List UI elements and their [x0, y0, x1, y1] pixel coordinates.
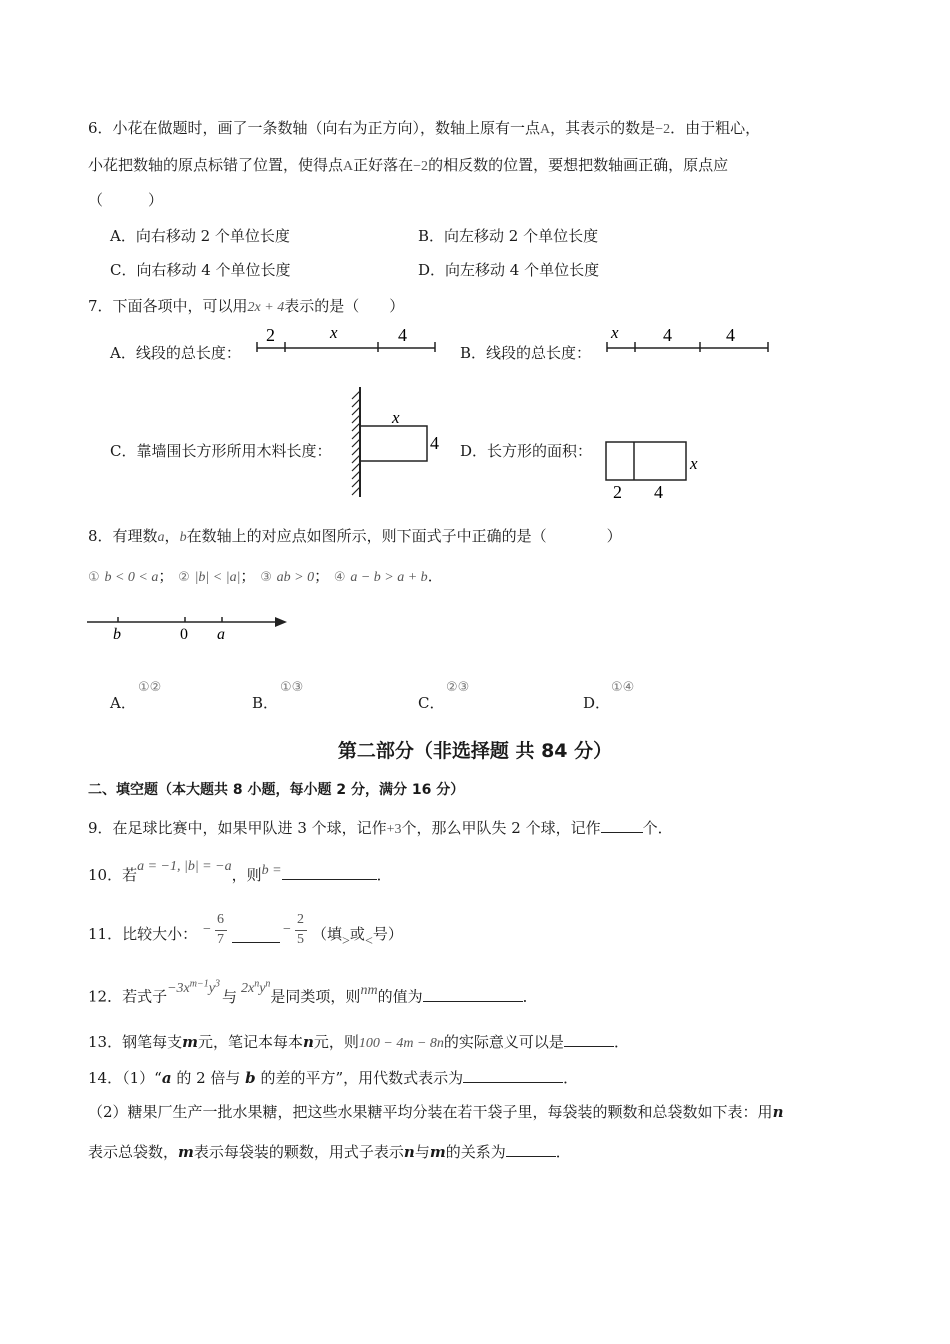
q11-answer-blank[interactable]	[232, 926, 280, 943]
q14-part1-answer-blank[interactable]	[463, 1066, 563, 1083]
q7-option-d[interactable]: D．长方形的面积：	[460, 442, 593, 460]
area-rect-label-4: 4	[654, 482, 663, 502]
q13-answer-blank[interactable]	[564, 1030, 614, 1047]
axis-label-a: a	[217, 626, 225, 643]
statement-2: |b| < |a|	[194, 570, 241, 585]
q6-answer-paren: （ ）	[88, 191, 164, 209]
q8-option-a[interactable]: A．	[110, 694, 136, 712]
q10: 10．若a = −1, |b| = −a，则b = ．	[88, 859, 392, 884]
q8-option-c-value: ②③	[446, 680, 470, 695]
q6-option-d[interactable]: D．向左移动 4 个单位长度	[418, 261, 600, 279]
q13: 13．钢笔每支m元，笔记本每本n元，则100 − 4m − 8n的实际意义可以是 ．	[88, 1030, 629, 1054]
area-rect-label-x: x	[690, 454, 698, 473]
statement-1: b < 0 < a	[104, 570, 159, 585]
q6-option-b[interactable]: B．向左移动 2 个单位长度	[418, 227, 599, 245]
q6-option-c[interactable]: C．向右移动 4 个单位长度	[110, 261, 291, 279]
q7-area-rectangle-figure	[600, 436, 710, 502]
q7-segment-a-figure	[255, 322, 445, 358]
statement-4: a − b > a + b	[350, 570, 428, 585]
q7-option-b[interactable]: B．线段的总长度：	[460, 344, 592, 362]
q7-wall-rectangle-figure	[345, 385, 445, 500]
q8-option-a-value: ①②	[138, 680, 162, 695]
q9: 9．在足球比赛中，如果甲队进 3 个球，记作+3个，那么甲队失 2 个球，记作 个．	[88, 816, 673, 840]
q14-part2-line1: （2）糖果厂生产一批水果糖，把这些水果糖平均分装在若干袋子里，每袋装的颗数和总袋数如下表：用n	[88, 1103, 784, 1121]
part-two-title: 第二部分（非选择题 共 84 分）	[337, 740, 613, 762]
q8-statements: ① b < 0 < a； ② |b| < |a|； ③ ab > 0； ④ a − b > a + b．	[88, 567, 443, 585]
axis-label-b: b	[113, 626, 121, 643]
q12-answer-blank[interactable]	[423, 985, 523, 1002]
q7-option-c[interactable]: C．靠墙围长方形所用木料长度：	[110, 442, 332, 460]
q6-line1: 6．小花在做题时，画了一条数轴（向右为正方向），数轴上原有一点A，其表示的数是−2．由于粗心，	[88, 119, 761, 137]
q8-number-line	[85, 608, 295, 644]
q7-stem: 7．下面各项中，可以用2x + 4表示的是（ ）	[88, 297, 405, 315]
q8-option-d-value: ①④	[611, 680, 635, 695]
q10-answer-blank[interactable]	[282, 863, 377, 880]
section-two-subtitle: 二、填空题（本大题共 8 小题，每小题 2 分，满分 16 分）	[88, 782, 465, 798]
q9-answer-blank[interactable]	[601, 816, 643, 833]
q8-option-b-value: ①③	[280, 680, 304, 695]
wall-rect-label-4: 4	[430, 433, 439, 453]
seg-b-label-4b: 4	[726, 325, 735, 345]
q11-label: 11．比较大小：	[88, 925, 198, 943]
q8-option-c[interactable]: C．	[418, 694, 445, 712]
seg-b-label-x: x	[611, 323, 619, 342]
statement-3: ab > 0	[276, 570, 315, 585]
q6-line2: 小花把数轴的原点标错了位置，使得点A正好落在−2的相反数的位置，要想把数轴画正确，原点应	[88, 156, 729, 174]
q14-part1: 14．（1）“a 的 2 倍与 b 的差的平方”，用代数式表示为 ．	[88, 1066, 578, 1088]
q8-option-b[interactable]: B．	[252, 694, 279, 712]
q7-option-a[interactable]: A．线段的总长度：	[110, 344, 241, 362]
q14-part2-line2: 表示总袋数，m表示每袋装的颗数，用式子表示n与m的关系为 ．	[88, 1140, 571, 1162]
axis-label-zero: 0	[180, 626, 188, 643]
seg-a-label-2: 2	[266, 325, 275, 345]
seg-a-label-4: 4	[398, 325, 407, 345]
seg-b-label-4a: 4	[663, 325, 672, 345]
q11-instruction: （填>或<号）	[312, 925, 403, 949]
seg-a-label-x: x	[330, 323, 338, 342]
q7-segment-b-figure	[600, 322, 775, 358]
q14-part2-answer-blank[interactable]	[506, 1140, 556, 1157]
q8-stem: 8．有理数a，b在数轴上的对应点如图所示，则下面式子中正确的是（ ）	[88, 527, 622, 545]
area-rect-label-2: 2	[613, 482, 622, 502]
wall-rect-label-x: x	[392, 408, 400, 427]
q12: 12．若式子$-3x^{m-1}y^3$与 $2x^ny^n$是同类项，则nm的值为 ．	[88, 978, 538, 1006]
q8-option-d[interactable]: D．	[583, 694, 611, 712]
q6-option-a[interactable]: A．向右移动 2 个单位长度	[110, 227, 290, 245]
